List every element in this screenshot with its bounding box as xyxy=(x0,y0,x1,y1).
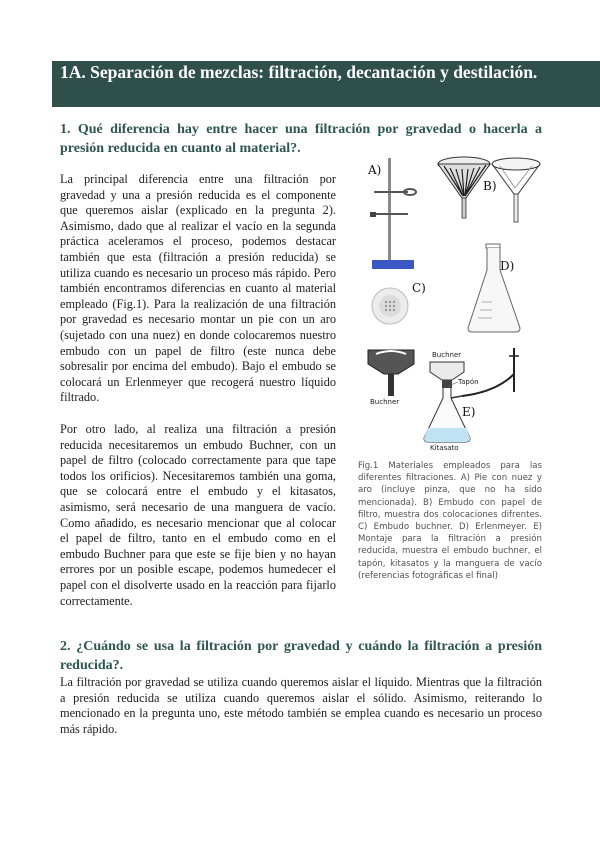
funnel-filter-paper-illustration xyxy=(492,158,540,222)
kitasato-assembly-illustration xyxy=(424,348,519,442)
question-2-paragraph: La filtración por gravedad se utiliza cuando queremos aislar el líquido. Mientras que la filtración a presión reducida se utiliza cuando queremos aislar el sólido. Asimismo, reiterando lo mencionado en la pregunta uno, este método también se emplea cuando es necesario un proceso más rápido. xyxy=(60,675,542,736)
figure-label-b: B) xyxy=(483,179,497,193)
figure-label-buchner-2: Buchner xyxy=(432,351,462,359)
section-title: 1A. Separación de mezclas: filtración, decantación y destilación. xyxy=(60,62,538,82)
erlenmeyer-illustration xyxy=(468,244,520,332)
buchner-side-illustration xyxy=(368,350,414,396)
figure-label-d: D) xyxy=(500,259,515,273)
question-2-heading: 2. ¿Cuándo se usa la filtración por gravedad y cuándo la filtración a presión reducida?. xyxy=(60,639,542,673)
question-1-paragraph-2: Por otro lado, al realiza una filtración a presión reducida necesitaremos un embudo Buchner, con un papel de filtro (colocado correctamente para que tape todos los orificios). Necesitaremos también una goma, que se colocará entre el embudo y el kitasatos, asimismo, será necesario de una manguera de vacío. Como añadido, es necesario mencionar que al colocar el papel de filtro, tanto en el embudo como en el embudo Buchner para que este se fije bien y no hayan errores por un posible escape, podemos humedecer el papel con el disolverte usado en la reacción para fijarlo correctamente. xyxy=(60,422,336,608)
question-1-paragraph-1: La principal diferencia entre una filtración por gravedad y una a presión reducida es el componente que queremos aislar (explicado en la pregunta 2). Asimismo, dado que al realizar el vacío en la segunda práctica aceleramos el proceso, podemos destacar también que esta (filtración a presión reducida) se utiliza cuando es necesario un proceso más rápido. Pero también encontramos diferencias en cuanto al material empleado (Fig.1). Para la realización de una filtración por gravedad es necesario montar un pie con un aro (sujetado con una nuez) en donde colocaremos nuestro embudo con un papel de filtro (este nunca debe sobresalir por encima del embudo). Bajo el embudo se colocará un Erlenmeyer que recogerá nuestro líquido filtrado. xyxy=(60,172,336,405)
figure-label-tapon: Tapón xyxy=(458,378,479,386)
figure-label-e: E) xyxy=(462,405,476,419)
figure-label-c: C) xyxy=(412,281,426,295)
buchner-funnel-illustration xyxy=(372,288,408,324)
figure-1-materials xyxy=(346,152,546,454)
figure-label-a: A) xyxy=(368,163,382,177)
figure-1-caption: Fig.1 Materiales empleados para las diferentes filtraciones. A) Pie con nuez y aro (incluye pinza, que no ha sido mencionada). B) Embudo con papel de filtro, muestra dos colocaciones difrentes. C) Embudo buchner. D) Erlenmeyer. E) Montaje para la filtración a presión reducida, muestra el embudo buchner, el tapón, kitasatos y la manguera de vacío (referencias fotográficas el final) xyxy=(358,461,542,581)
question-1-heading: 1. Qué diferencia hay entre hacer una filtración por gravedad o hacerla a presión reducida en cuanto al material?. xyxy=(60,122,542,156)
figure-label-kitasato: Kitasato xyxy=(430,444,459,452)
figure-label-buchner-1: Buchner xyxy=(370,398,400,406)
section-title-bar xyxy=(52,61,600,107)
